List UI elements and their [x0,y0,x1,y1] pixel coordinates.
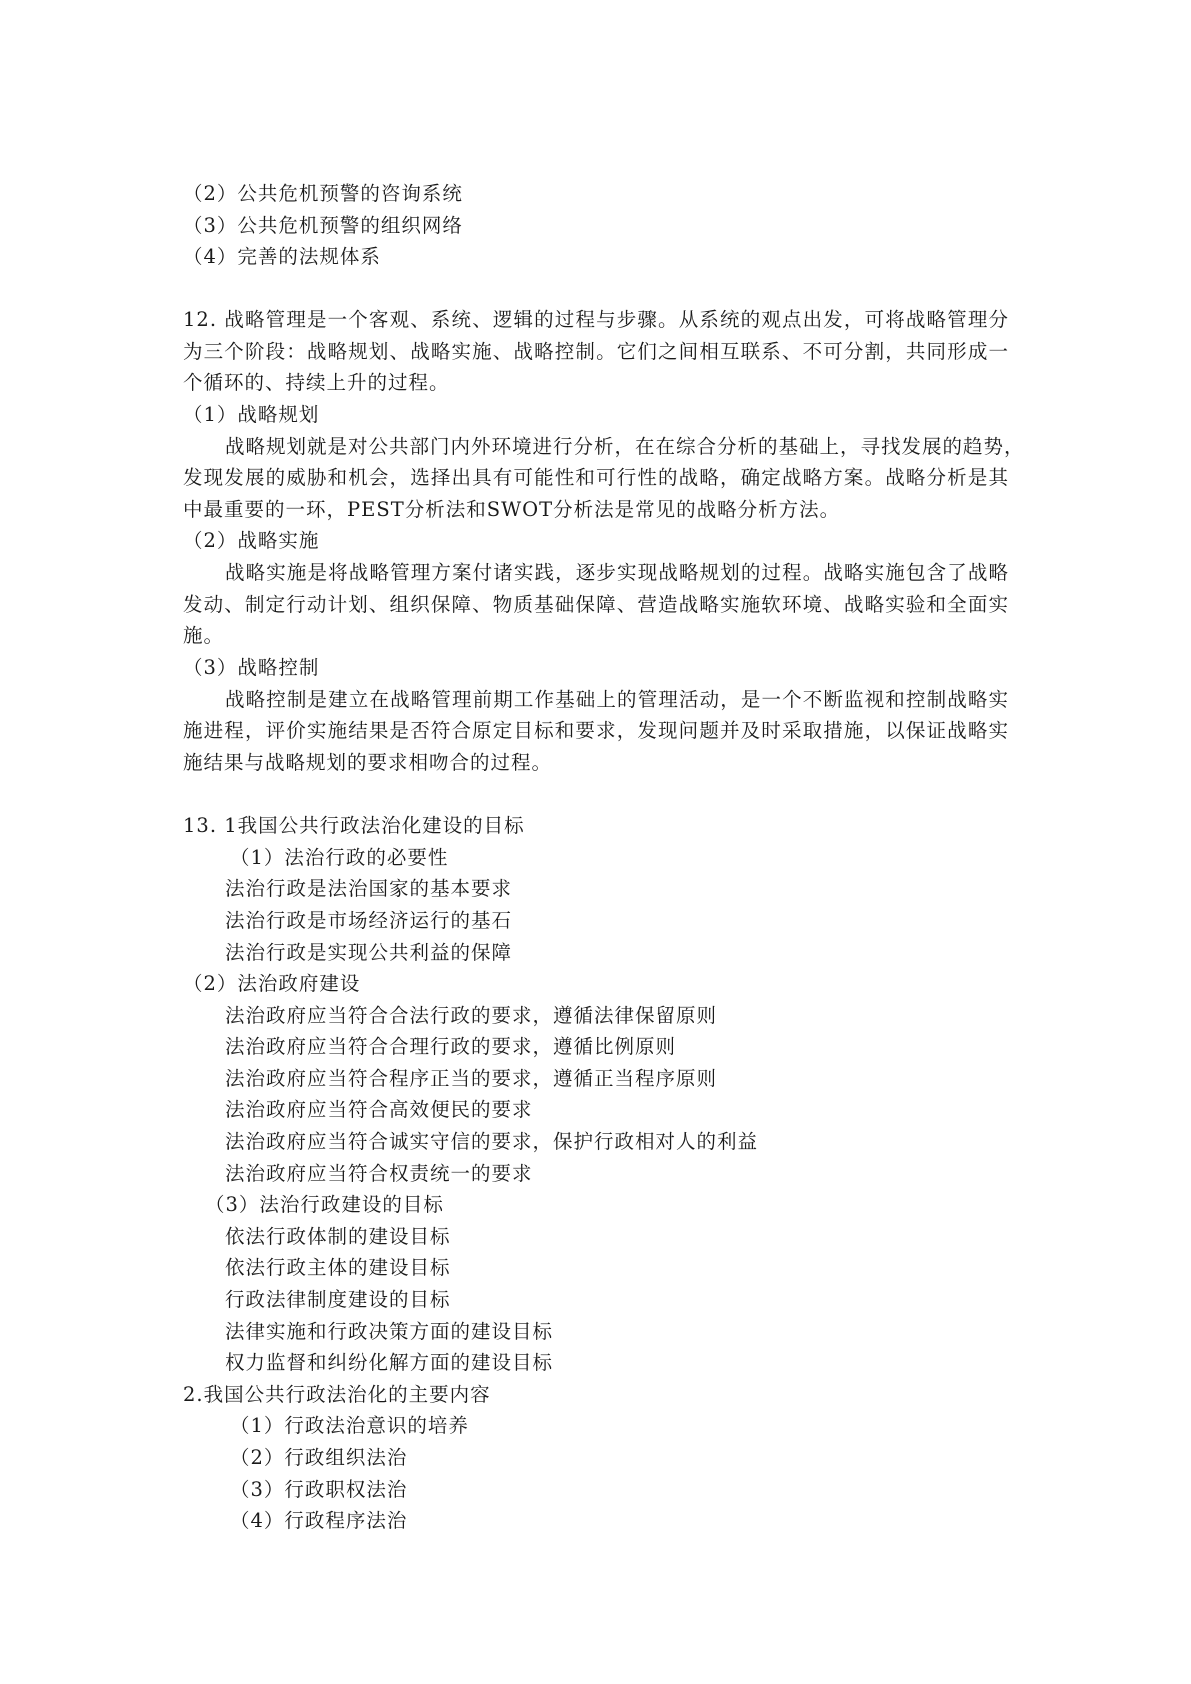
section-heading: （2）战略实施 [183,529,320,552]
section-heading: 2.我国公共行政法治化的主要内容 [183,1383,491,1406]
list-item: 权力监督和纠纷化解方面的建设目标 [225,1351,554,1374]
list-item: 法治政府应当符合合理行政的要求，遵循比例原则 [225,1035,677,1058]
paragraph-line: 中最重要的一环，PEST分析法和SWOT分析法是常见的战略分析方法。 [183,498,841,521]
list-item: 法治政府应当符合高效便民的要求 [225,1098,533,1121]
list-item: （2）行政组织法治 [230,1446,408,1469]
paragraph-line: 12. 战略管理是一个客观、系统、逻辑的过程与步骤。从系统的观点出发，可将战略管理分 [183,308,1009,331]
section-heading: （3）法治行政建设的目标 [205,1193,444,1216]
list-item: （3）行政职权法治 [230,1478,408,1501]
list-item: （2）公共危机预警的咨询系统 [183,182,463,205]
list-item: （1）行政法治意识的培养 [230,1414,469,1437]
paragraph-line: 战略规划就是对公共部门内外环境进行分析，在在综合分析的基础上，寻找发展的趋势， [225,435,1025,458]
list-item: 法治政府应当符合诚实守信的要求，保护行政相对人的利益 [225,1130,759,1153]
list-item: 法治政府应当符合程序正当的要求，遵循正当程序原则 [225,1067,718,1090]
list-item: 依法行政主体的建设目标 [225,1256,451,1279]
list-item: 行政法律制度建设的目标 [225,1288,451,1311]
list-item: 法治行政是实现公共利益的保障 [225,941,513,964]
list-item: 法治行政是法治国家的基本要求 [225,877,513,900]
list-item: （4）行政程序法治 [230,1509,408,1532]
paragraph-line: 个循环的、持续上升的过程。 [183,371,450,394]
list-item: 依法行政体制的建设目标 [225,1225,451,1248]
paragraph-line: 施结果与战略规划的要求相吻合的过程。 [183,751,553,774]
list-item: （3）公共危机预警的组织网络 [183,214,463,237]
section-heading: （1）法治行政的必要性 [230,846,449,869]
paragraph-line: 发现发展的威胁和机会，选择出具有可能性和可行性的战略，确定战略方案。战略分析是其 [183,466,1009,489]
paragraph-line: 战略实施是将战略管理方案付诸实践，逐步实现战略规划的过程。战略实施包含了战略 [225,561,1009,584]
section-title: 13. 1我国公共行政法治化建设的目标 [183,814,525,837]
paragraph-line: 战略控制是建立在战略管理前期工作基础上的管理活动，是一个不断监视和控制战略实 [225,688,1009,711]
list-item: 法治政府应当符合合法行政的要求，遵循法律保留原则 [225,1004,718,1027]
list-item: （4）完善的法规体系 [183,245,381,268]
section-heading: （1）战略规划 [183,403,320,426]
list-item: 法治行政是市场经济运行的基石 [225,909,513,932]
paragraph-line: 为三个阶段：战略规划、战略实施、战略控制。它们之间相互联系、不可分割，共同形成一 [183,340,1009,363]
list-item: 法律实施和行政决策方面的建设目标 [225,1320,554,1343]
section-heading: （3）战略控制 [183,656,320,679]
section-heading: （2）法治政府建设 [183,972,361,995]
paragraph-line: 施进程，评价实施结果是否符合原定目标和要求，发现问题并及时采取措施，以保证战略实 [183,719,1009,742]
paragraph-line: 发动、制定行动计划、组织保障、物质基础保障、营造战略实施软环境、战略实验和全面实 [183,593,1009,616]
paragraph-line: 施。 [183,624,225,647]
list-item: 法治政府应当符合权责统一的要求 [225,1162,533,1185]
